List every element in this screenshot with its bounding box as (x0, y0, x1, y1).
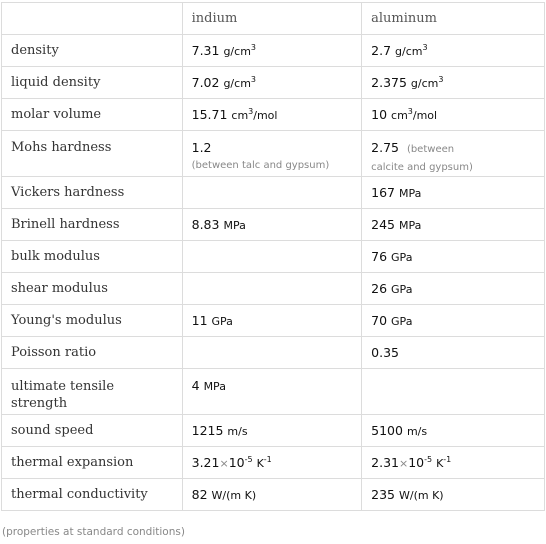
indium-value (182, 337, 362, 369)
row-label: Brinell hardness (2, 209, 183, 241)
aluminum-value: 10 $cm^3$/mol (362, 99, 545, 131)
row-label: Mohs hardness (2, 131, 183, 177)
indium-value: 4 MPa (182, 369, 362, 415)
aluminum-value: 245 MPa (362, 209, 545, 241)
aluminum-value: 2.75 (between calcite and gypsum) (362, 131, 545, 177)
row-shear-modulus (2, 273, 545, 305)
aluminum-value: 2.7 $g/cm^3$ (362, 35, 545, 67)
indium-value: 7.31 $g/cm^3$ (182, 35, 362, 67)
row-label: ultimate tensile strength (2, 369, 183, 415)
row-thermal-expansion (2, 447, 545, 479)
aluminum-value: 76 GPa (362, 241, 545, 273)
header-row (2, 3, 545, 35)
aluminum-value: 5100 m/s (362, 415, 545, 447)
row-vickers-hardness (2, 177, 545, 209)
properties-table (1, 2, 545, 511)
indium-value: 8.83 MPa (182, 209, 362, 241)
row-label: density (2, 35, 183, 67)
header-aluminum: aluminum (362, 3, 545, 35)
aluminum-value: 26 GPa (362, 273, 545, 305)
row-label: liquid density (2, 67, 183, 99)
aluminum-value (362, 369, 545, 415)
aluminum-value: 167 MPa (362, 177, 545, 209)
indium-value (182, 273, 362, 305)
row-label: Poisson ratio (2, 337, 183, 369)
aluminum-value: $2.31\times 10^{-5}$ $K^{-1}$ (362, 447, 545, 479)
row-label: sound speed (2, 415, 183, 447)
header-empty-cell (2, 3, 183, 35)
row-label: molar volume (2, 99, 183, 131)
indium-value: $3.21\times 10^{-5}$ $K^{-1}$ (182, 447, 362, 479)
indium-value: 1215 m/s (182, 415, 362, 447)
row-youngs-modulus (2, 305, 545, 337)
indium-value: 7.02 $g/cm^3$ (182, 67, 362, 99)
indium-value (182, 177, 362, 209)
indium-value: 11 GPa (182, 305, 362, 337)
aluminum-value: 0.35 (362, 337, 545, 369)
indium-value: 82 W/(m K) (182, 479, 362, 511)
footer-note: (properties at standard conditions) (2, 526, 185, 538)
row-label: bulk modulus (2, 241, 183, 273)
aluminum-value: 2.375 $g/cm^3$ (362, 67, 545, 99)
row-label: thermal expansion (2, 447, 183, 479)
row-bulk-modulus (2, 241, 545, 273)
aluminum-value: 235 W/(m K) (362, 479, 545, 511)
row-poisson-ratio (2, 337, 545, 369)
row-label: Vickers hardness (2, 177, 183, 209)
row-liquid-density (2, 67, 545, 99)
row-molar-volume (2, 99, 545, 131)
aluminum-value: 70 GPa (362, 305, 545, 337)
row-ultimate-tensile-strength (2, 369, 545, 415)
row-thermal-conductivity (2, 479, 545, 511)
row-label: shear modulus (2, 273, 183, 305)
indium-value: 15.71 $cm^3$/mol (182, 99, 362, 131)
row-label: Young's modulus (2, 305, 183, 337)
row-label: thermal conductivity (2, 479, 183, 511)
row-brinell-hardness (2, 209, 545, 241)
row-density (2, 35, 545, 67)
row-sound-speed (2, 415, 545, 447)
indium-value (182, 241, 362, 273)
header-indium: indium (182, 3, 362, 35)
indium-value: 1.2 (between talc and gypsum) (182, 131, 362, 177)
row-mohs-hardness (2, 131, 545, 177)
